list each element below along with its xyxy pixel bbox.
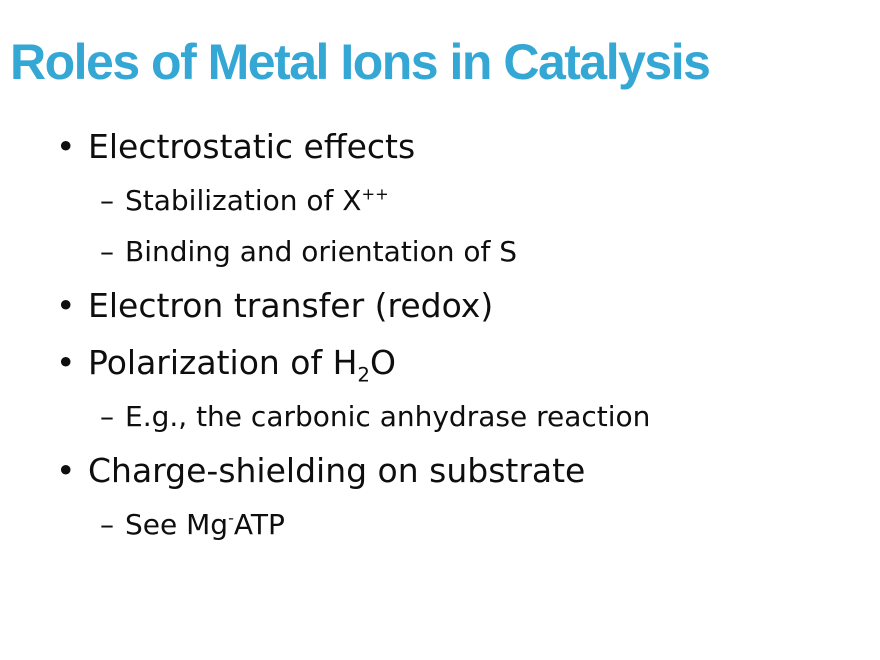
- bullet-text: [125, 507, 285, 543]
- sub-bullet-item: [0, 183, 880, 234]
- bullet-item: [0, 342, 880, 399]
- bullet-text-sup: ++: [361, 184, 389, 204]
- bullet-item: [0, 450, 880, 507]
- bullet-list: [0, 126, 880, 558]
- bullet-text: [125, 183, 389, 219]
- bullet-text-run: Electron transfer (redox): [88, 286, 494, 325]
- sub-bullet-item: [0, 399, 880, 450]
- bullet-text: [88, 285, 493, 327]
- bullet-text: [88, 342, 396, 387]
- bullet-text-sup: -: [228, 508, 234, 528]
- dash-icon: –: [100, 508, 114, 541]
- bullet-text-run: Charge-shielding on substrate: [88, 451, 586, 490]
- bullet-icon: •: [56, 343, 76, 382]
- bullet-icon: •: [56, 286, 76, 325]
- bullet-text-run: See Mg: [125, 508, 229, 541]
- bullet-text: [125, 234, 517, 270]
- bullet-text-sub: 2: [357, 363, 370, 387]
- bullet-text-run: Binding and orientation of S: [125, 235, 518, 268]
- bullet-text-run: Electrostatic effects: [88, 127, 416, 166]
- bullet-item: [0, 126, 880, 183]
- bullet-icon: •: [56, 451, 76, 490]
- bullet-text-run: ATP: [233, 508, 285, 541]
- bullet-text: [88, 126, 415, 168]
- bullet-text: [88, 450, 585, 492]
- dash-icon: –: [100, 184, 114, 217]
- sub-bullet-item: [0, 507, 880, 558]
- bullet-text-run: O: [370, 343, 396, 382]
- page-title: Roles of Metal Ions in Catalysis: [10, 34, 710, 90]
- sub-bullet-item: [0, 234, 880, 285]
- bullet-icon: •: [56, 127, 76, 166]
- bullet-item: [0, 285, 880, 342]
- dash-icon: –: [100, 400, 114, 433]
- bullet-text-run: Polarization of H: [88, 343, 358, 382]
- bullet-text-run: Stabilization of X: [125, 184, 362, 217]
- bullet-text: [125, 399, 650, 435]
- bullet-text-run: E.g., the carbonic anhydrase reaction: [125, 400, 651, 433]
- dash-icon: –: [100, 235, 114, 268]
